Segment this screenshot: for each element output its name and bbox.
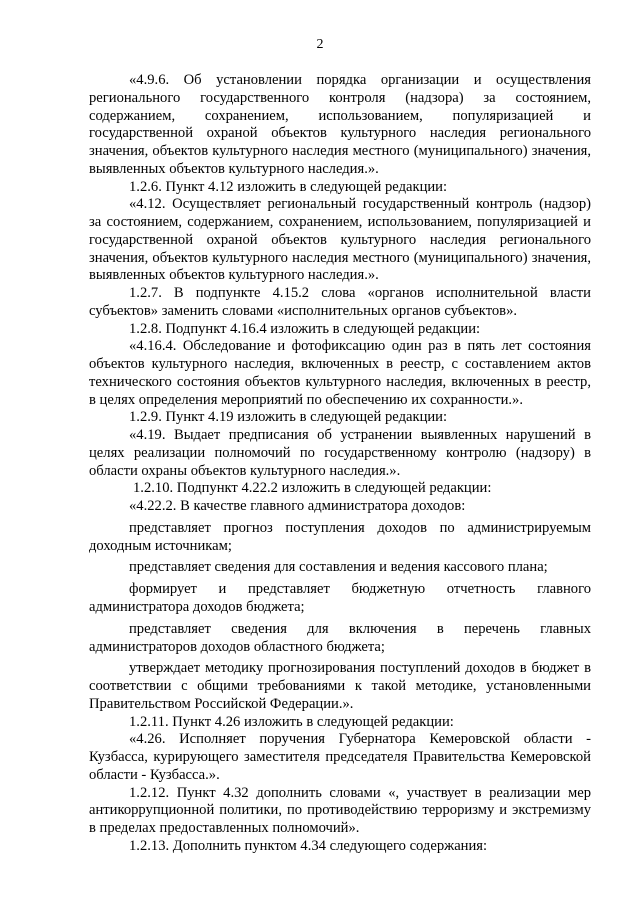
paragraph-4-12: «4.12. Осуществляет региональный государственный контроль (надзор) за состоянием, содержанием, сохранением, использованием, популяризацией и государственной охраной объектов культурного наследия регионального значения, объектов культурного наследия местного (муниципального) значения, выявленных объектов культурного наследия.». bbox=[89, 196, 591, 284]
paragraph-administrators-list: представляет сведения для включения в перечень главных администраторов доходов областного бюджета; bbox=[89, 620, 591, 655]
paragraph-1-2-11: 1.2.11. Пункт 4.26 изложить в следующей редакции: bbox=[129, 713, 454, 730]
paragraph-1-2-9: 1.2.9. Пункт 4.19 изложить в следующей редакции: bbox=[129, 409, 448, 426]
paragraph-1-2-7: 1.2.7. В подпункте 4.15.2 слова «органов исполнительной власти субъектов» заменить словами «исполнительных органов субъектов». bbox=[89, 285, 591, 319]
paragraph-4-26: «4.26. Исполняет поручения Губернатора Кемеровской области - Кузбасса, курирующего заместителя председателя Правительства Кемеровской области - Кузбасса.». bbox=[89, 731, 591, 783]
page-number: 2 bbox=[316, 37, 324, 52]
paragraph-4-9-6: «4.9.6. Об установлении порядка организации и осуществления регионального государственного контроля (надзора) за состоянием, содержанием, сохранением, использованием, популяризацией и государственной охраной объектов культурного наследия регионального значения, объектов культурного наследия местного (муниципального) значения, выявленных объектов культурного наследия.». bbox=[89, 72, 591, 177]
paragraph-1-2-12: 1.2.12. Пункт 4.32 дополнить словами «, участвует в реализации мер антикоррупционной политики, по противодействию терроризму и экстремизму в пределах предоставленных полномочий». bbox=[89, 784, 591, 837]
paragraph-1-2-10: 1.2.10. Подпункт 4.22.2 изложить в следующей редакции: bbox=[133, 480, 492, 497]
document-body bbox=[89, 72, 591, 856]
paragraph-forecast-methodology: утверждает методику прогнозирования поступлений доходов в бюджет в соответствии с общими требованиями к такой методике, установленными Правительством Российской Федерации.». bbox=[89, 660, 591, 712]
paragraph-1-2-8: 1.2.8. Подпункт 4.16.4 изложить в следующей редакции: bbox=[129, 320, 481, 337]
paragraph-1-2-6: 1.2.6. Пункт 4.12 изложить в следующей редакции: bbox=[129, 178, 448, 195]
paragraph-cash-plan: представляет сведения для составления и ведения кассового плана; bbox=[129, 559, 548, 576]
paragraph-1-2-13: 1.2.13. Дополнить пунктом 4.34 следующего содержания: bbox=[129, 837, 488, 854]
paragraph-4-22-2: «4.22.2. В качестве главного администратора доходов: bbox=[129, 498, 466, 514]
paragraph-4-16-4: «4.16.4. Обследование и фотофиксацию один раз в пять лет состояния объектов культурного наследия, включенных в реестр, с составлением актов технического состояния объектов культурного наследия, включенных в реестр, в целях определения мероприятий по обеспечению их сохранности.». bbox=[89, 338, 591, 408]
paragraph-budget-reporting: формирует и представляет бюджетную отчетность главного администратора доходов бюджета; bbox=[89, 581, 591, 616]
paragraph-4-19: «4.19. Выдает предписания об устранении выявленных нарушений в целях реализации полномочий по государственному контролю (надзору) в области охраны объектов культурного наследия.». bbox=[89, 427, 591, 479]
paragraph-revenue-forecast: представляет прогноз поступления доходов по администрируемым доходным источникам; bbox=[89, 519, 591, 554]
